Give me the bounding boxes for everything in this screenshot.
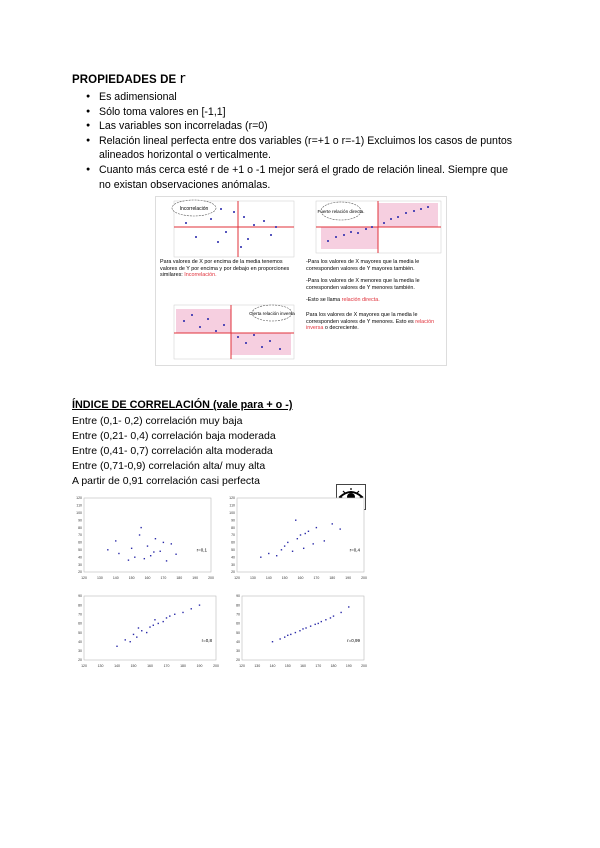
scatter-plot-3 [78,594,219,668]
y-tick-label: 110 [229,503,235,508]
y-tick-label: 40 [78,639,82,644]
scatter-point [299,630,300,631]
y-tick-label: 20 [236,658,240,663]
y-tick-label: 30 [78,649,82,654]
list-item: ● Las variables son incorreladas (r=0) [80,119,520,134]
x-tick-label: 150 [281,576,288,580]
scatter-point [128,559,129,560]
y-tick-label: 60 [231,540,235,545]
x-tick-label: 190 [192,576,199,580]
fig-text-right-4-end: o decreciente. [324,325,359,332]
x-tick-label: 190 [345,664,352,668]
scatter-point [315,624,316,625]
y-tick-label: 80 [231,525,235,530]
scatter-point [153,625,154,626]
scatter-point [310,625,311,626]
scatter-point [169,615,170,616]
scatter-point [153,551,154,552]
x-tick-label: 180 [330,664,337,668]
x-tick-label: 130 [97,664,104,668]
x-tick-label: 140 [265,576,272,580]
plot-area [242,596,364,660]
x-tick-label: 140 [269,664,276,668]
panel-incorrelacion [172,200,294,257]
scatter-point [333,615,334,616]
plot-area [84,596,216,660]
list-item: Entre (0,21- 0,4) correlación baja moderada [72,430,276,442]
scatter-point [141,630,142,631]
scatter-point [321,621,322,622]
scatter-point [332,523,333,524]
y-tick-label: 100 [229,511,235,515]
scatter-point [276,555,277,556]
scatter-point [174,614,175,615]
scatter-point [144,558,145,559]
x-tick-label: 130 [254,664,261,668]
x-tick-label: 140 [114,664,120,668]
fig-text-right-3a: -Esto se llama [306,297,341,304]
y-tick-label: 30 [236,649,240,654]
scatter-point [149,626,150,627]
x-tick-label: 140 [112,576,119,580]
x-tick-label: 120 [234,576,240,580]
y-tick-label: 80 [78,525,82,530]
x-tick-label: 200 [361,664,367,668]
correlation-examples-figure [155,196,447,366]
y-tick-label: 40 [231,555,235,560]
y-tick-label: 70 [231,533,235,538]
scatter-point [125,639,126,640]
scatter-point [150,555,151,556]
scatter-point [305,533,306,534]
x-tick-label: 130 [249,576,256,580]
fig-text-right-2: -Para los valores de X menores que la media le corresponden valores de Y menores también. [306,278,420,291]
y-tick-label: 20 [78,658,82,663]
list-item: ● Cuanto más cerca esté r de +1 o -1 mejor será el grado de relación lineal. Siempre que no existan observaciones anómalas. [80,163,520,192]
scatter-point [116,646,117,647]
scatter-point [290,634,291,635]
scatter-point [154,619,155,620]
scatter-point [163,621,164,622]
fig-text-left-red: Incorrelación. [184,272,217,279]
index-title: ÍNDICE DE CORRELACIÓN (vale para + o -) [72,399,293,411]
scatter-plot-1 [76,496,214,580]
list-item: ● Relación lineal perfecta entre dos variables (r=+1 o r=-1) Excluimos los casos de puntos alineados horizontal o verticalmente. [80,134,520,163]
y-tick-label: 80 [236,603,240,608]
y-tick-label: 80 [78,603,82,608]
x-tick-label: 150 [130,664,137,668]
correlation-scatter-grid [70,494,370,670]
scatter-point [155,538,156,539]
y-tick-label: 40 [78,555,82,560]
scatter-point [284,545,285,546]
label-cierta-inversa: Cierta relación inversa [249,311,295,316]
scatter-point [302,628,303,629]
y-tick-label: 100 [76,511,82,515]
y-tick-label: 20 [78,570,82,575]
r-annotation: r=0,8 [201,638,212,644]
panel-inversa [174,305,295,359]
y-tick-label: 60 [236,621,240,626]
y-tick-label: 110 [76,503,82,508]
scatter-point [268,553,269,554]
x-tick-label: 200 [213,664,219,668]
scatter-point [158,623,159,624]
y-tick-label: 90 [231,518,235,523]
scatter-plot-4 [236,594,367,668]
scatter-point [133,634,134,635]
scatter-point [138,627,139,628]
y-tick-label: 60 [78,621,82,626]
x-tick-label: 180 [176,576,183,580]
label-fuerte-directa: Fuerte relación directa. [317,209,365,214]
y-tick-label: 90 [236,594,240,599]
panel-directa [316,201,441,253]
x-tick-label: 150 [284,664,291,668]
scatter-point [166,617,167,618]
y-tick-label: 90 [78,594,82,599]
y-tick-label: 90 [78,518,82,523]
fig-text-right-3b: relación directa. [341,297,380,304]
list-item: A partir de 0,91 correlación casi perfecta [72,475,260,487]
scatter-plot-2 [229,496,367,580]
x-tick-label: 190 [345,576,352,580]
y-tick-label: 120 [76,496,82,501]
scatter-point [316,527,317,528]
scatter-point [284,636,285,637]
y-tick-label: 50 [231,548,235,552]
x-tick-label: 130 [96,576,103,580]
list-item: Entre (0,1- 0,2) correlación muy baja [72,415,243,427]
y-tick-label: 70 [78,612,82,617]
y-tick-label: 40 [236,639,240,644]
scatter-point [260,557,261,558]
scatter-point [191,608,192,609]
x-tick-label: 170 [315,664,322,668]
r-annotation: r=0,4 [349,547,360,553]
scatter-point [292,551,293,552]
scatter-point [318,623,319,624]
scatter-point [295,632,296,633]
scatter-point [146,632,147,633]
x-tick-label: 160 [300,664,306,668]
scatter-point [134,557,135,558]
r-annotation: r=0,1 [196,547,207,553]
x-tick-label: 160 [147,664,153,668]
scatter-point [166,560,167,561]
y-tick-label: 50 [236,630,240,635]
label-incorrelacion: Incorrelación [179,206,209,212]
properties-list [80,90,520,192]
scatter-point [182,612,183,613]
y-tick-label: 70 [78,533,82,538]
scatter-point [300,534,301,535]
scatter-point [175,554,176,555]
scatter-point [131,548,132,549]
x-tick-label: 180 [329,576,336,580]
r-annotation: r=0,99 [347,638,360,644]
scatter-point [308,531,309,532]
x-tick-label: 180 [180,664,186,668]
scatter-point [324,540,325,541]
y-tick-label: 50 [78,548,82,552]
x-tick-label: 160 [297,576,304,580]
list-item: Entre (0,41- 0,7) correlación alta moderada [72,445,273,457]
x-tick-label: 190 [196,664,203,668]
fig-text-right-4: Para los valores de X mayores que la media le corresponden valores de Y menores. Esto es [306,311,418,325]
y-tick-label: 60 [78,540,82,545]
scatter-point [118,553,119,554]
y-tick-label: 50 [78,630,82,635]
x-tick-label: 160 [144,576,151,580]
scatter-point [313,543,314,544]
x-tick-label: 150 [128,576,135,580]
list-item: Entre (0,71-0,9) correlación alta/ muy alta [72,460,266,472]
scatter-point [303,548,304,549]
scatter-point [160,551,161,552]
x-tick-label: 170 [160,576,167,580]
list-item: ● Sólo toma valores en [-1,1] [80,105,520,120]
scatter-point [272,641,273,642]
y-tick-label: 20 [231,570,235,575]
x-tick-label: 120 [81,664,87,668]
scatter-point [287,542,288,543]
scatter-point [147,545,148,546]
y-tick-label: 30 [231,562,235,567]
scatter-point [199,604,200,605]
scatter-point [297,538,298,539]
scatter-point [279,638,280,639]
x-tick-label: 120 [81,576,87,580]
y-tick-label: 70 [236,612,240,617]
list-item: ● Es adimensional [80,90,520,105]
scatter-point [348,606,349,607]
x-tick-label: 170 [163,664,170,668]
x-tick-label: 200 [208,576,214,580]
scatter-point [287,635,288,636]
scatter-point [330,617,331,618]
scatter-point [295,520,296,521]
y-tick-label: 120 [229,496,235,501]
scatter-point [325,619,326,620]
scatter-point [107,549,108,550]
scatter-point [305,627,306,628]
scatter-point [139,534,140,535]
scatter-point [140,527,141,528]
figure1-canvas [156,197,446,365]
plot-area [84,498,211,572]
scatter-point [136,636,137,637]
x-tick-label: 200 [361,576,367,580]
properties-title: PROPIEDADES DE r [72,71,186,87]
y-tick-label: 30 [78,562,82,567]
x-tick-label: 120 [239,664,245,668]
scatter-point [281,549,282,550]
fig-text-right-4-red: relación inversa [306,318,435,332]
index-list [72,414,276,489]
scatter-point [163,542,164,543]
fig-text-left: Para valores de X por encima de la media tenemos valores de Y por encima y por debajo en proporciones similares: [160,259,290,279]
scatter-point [339,528,340,529]
x-tick-label: 170 [313,576,320,580]
scatter-point [171,543,172,544]
r-symbol: r [179,71,186,87]
fig-text-right-1: -Para los valores de X mayores que la media le corresponden valores de Y mayores también. [306,259,420,272]
scatter-point [115,540,116,541]
scatter-point [340,612,341,613]
scatter-point [130,641,131,642]
